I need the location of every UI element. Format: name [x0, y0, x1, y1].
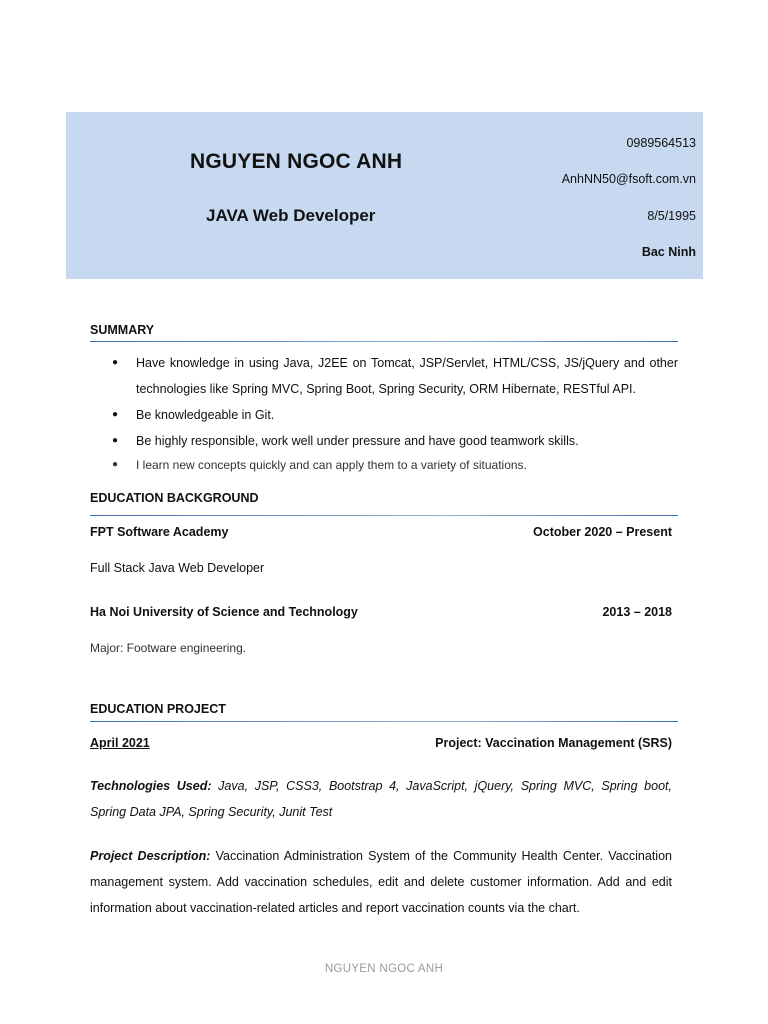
summary-item: ● I learn new concepts quickly and can apply them to a variety of situations.	[110, 454, 678, 476]
phone-number: 0989564513	[626, 136, 696, 150]
bullet-icon: ●	[112, 435, 119, 446]
page-footer: NGUYEN NGOC ANH	[324, 963, 444, 975]
school-name: FPT Software Academy	[90, 525, 229, 539]
summary-list	[110, 350, 678, 476]
study-period: 2013 – 2018	[602, 605, 672, 619]
education-entry	[90, 605, 672, 619]
bullet-icon: ●	[112, 459, 119, 470]
summary-divider	[90, 341, 678, 342]
project-technologies	[90, 773, 672, 825]
bullet-icon: ●	[112, 409, 119, 420]
date-of-birth: 8/5/1995	[647, 209, 696, 223]
bullet-icon: ●	[112, 357, 119, 368]
project-name: Project: Vaccination Management (SRS)	[435, 736, 672, 750]
email-address: AnhNN50@fsoft.com.vn	[561, 172, 696, 186]
project-date: April 2021	[90, 736, 150, 750]
major-detail: Major: Footware engineering.	[90, 641, 247, 655]
summary-item: ● Be highly responsible, work well under pressure and have good teamwork skills.	[110, 428, 678, 454]
education-entry	[90, 525, 672, 539]
location: Bac Ninh	[641, 245, 696, 259]
school-name: Ha Noi University of Science and Technology	[90, 605, 358, 619]
study-period: October 2020 – Present	[533, 525, 672, 539]
summary-heading: SUMMARY	[90, 323, 155, 337]
summary-item: ● Have knowledge in using Java, J2EE on Tomcat, JSP/Servlet, HTML/CSS, JS/jQuery and other technologies like Spring MVC, Spring Boot, Spring Security, ORM Hibernate, RESTful API.	[110, 350, 678, 402]
job-title: JAVA Web Developer	[206, 206, 376, 225]
summary-item: ● Be knowledgeable in Git.	[110, 402, 678, 428]
technologies-value: Java, JSP, CSS3, Bootstrap 4, JavaScript, jQuery, Spring MVC, Spring boot, Spring Data JPA, Spring Security, Junit Test	[90, 779, 672, 819]
description-value: Vaccination Administration System of the Community Health Center. Vaccination management system. Add vaccination schedules, edit and delete customer information. Add and edit information about vaccination-related articles and report vaccination counts via the chart.	[90, 849, 672, 915]
header-band	[66, 112, 703, 279]
project-heading: EDUCATION PROJECT	[90, 702, 226, 716]
project-header-row	[90, 736, 672, 750]
education-divider	[90, 515, 678, 516]
project-divider	[90, 721, 678, 722]
education-heading: EDUCATION BACKGROUND	[90, 491, 259, 505]
description-label: Project Description:	[90, 849, 211, 863]
technologies-label: Technologies Used:	[90, 779, 212, 793]
program-detail: Full Stack Java Web Developer	[90, 561, 265, 575]
project-description	[90, 843, 672, 921]
candidate-name: NGUYEN NGOC ANH	[190, 150, 403, 173]
